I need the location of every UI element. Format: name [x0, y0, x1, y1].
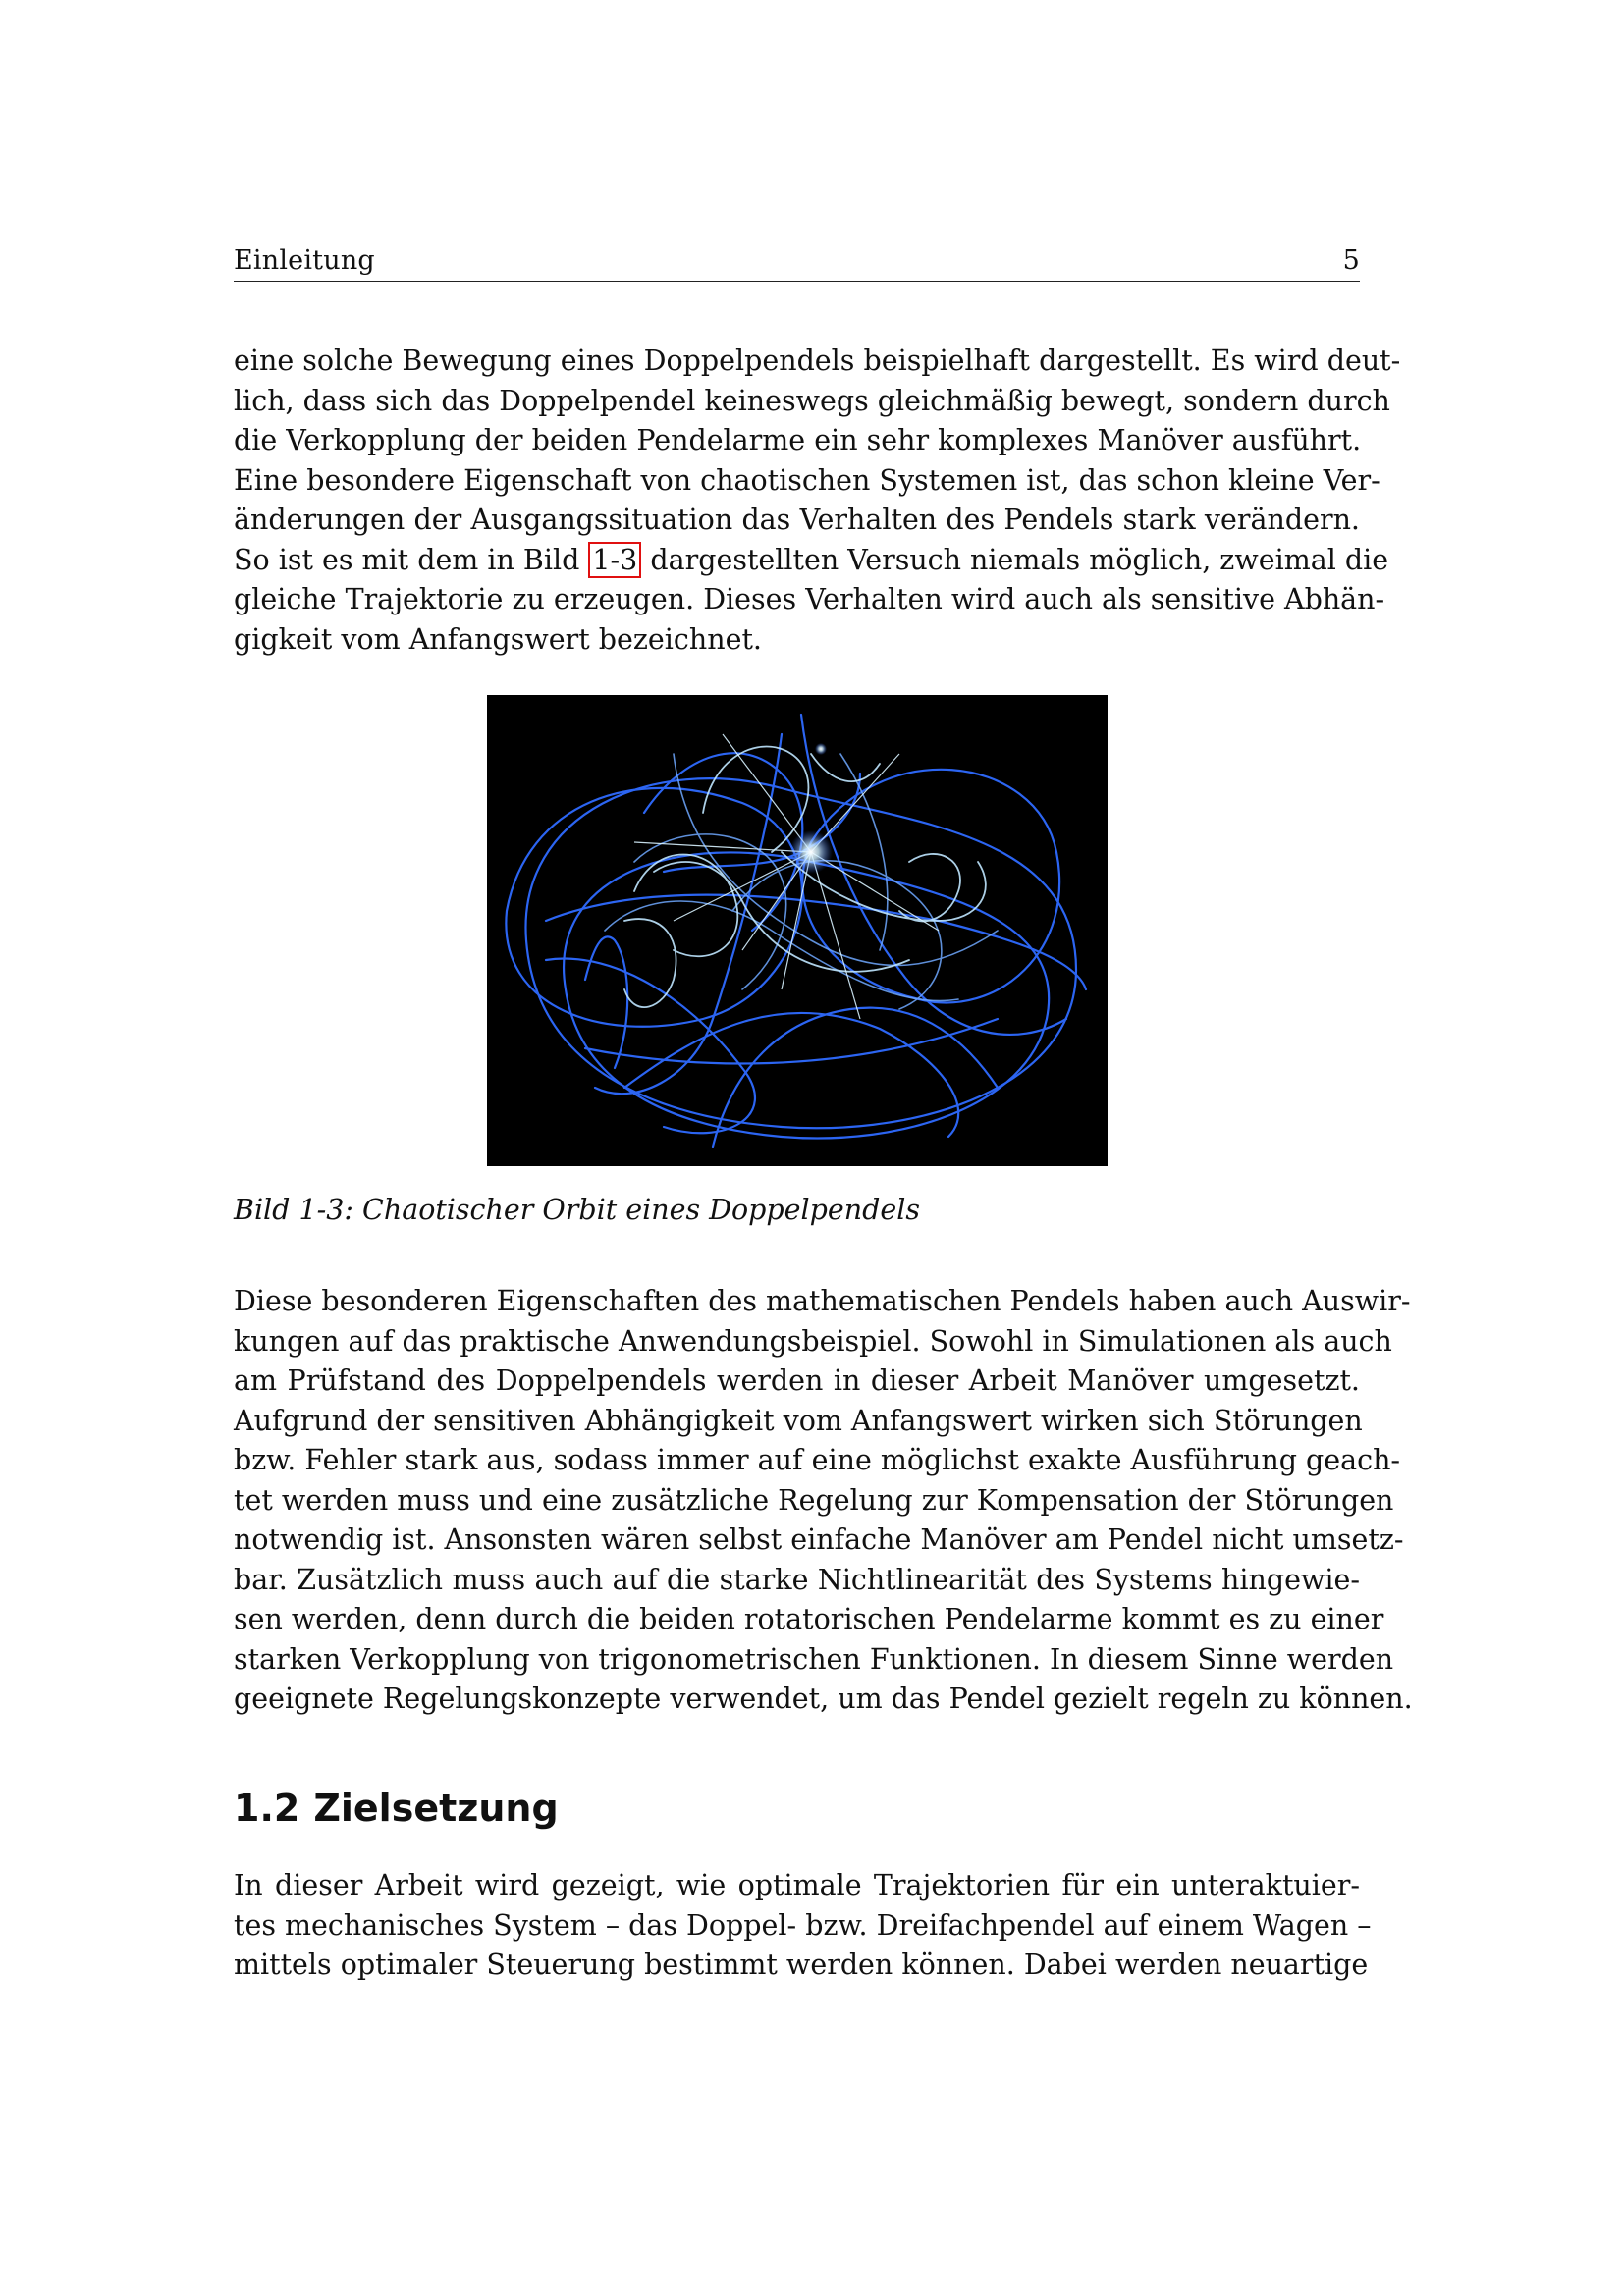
figure-caption [234, 1191, 920, 1230]
text-line: die Verkopplung der beiden Pendelarme ein sehr komplexes Manöver ausführt. [234, 424, 1362, 456]
text-line: gleiche Trajektorie zu erzeugen. Dieses Verhalten wird auch als sensitive Abhän- [234, 583, 1385, 615]
text-line: lich, dass sich das Doppelpendel keineswegs gleichmäßig bewegt, sondern durch [234, 384, 1390, 417]
text-line: änderungen der Ausgangssituation das Verhalten des Pendels stark verändern. [234, 504, 1360, 536]
text-line: Diese besonderen Eigenschaften des mathematischen Pendels haben auch Auswir- [234, 1285, 1411, 1317]
text-line: geeignete Regelungskonzepte verwendet, um das Pendel gezielt regeln zu können. [234, 1682, 1413, 1715]
figure-reference-link[interactable]: 1-3 [588, 542, 641, 578]
text-line: bar. Zusätzlich muss auch auf die starke Nichtlinearität des Systems hingewie- [234, 1563, 1360, 1596]
section-number: 1.2 [234, 1787, 300, 1830]
text-line: notwendig ist. Ansonsten wären selbst einfache Manöver am Pendel nicht umsetz- [234, 1523, 1404, 1556]
running-header [234, 241, 1360, 282]
paragraph-intro [234, 342, 1401, 660]
text-line: am Prüfstand des Doppelpendels werden in dieser Arbeit Manöver umgesetzt. [234, 1364, 1360, 1397]
caption-text: Chaotischer Orbit eines Doppelpendels [352, 1194, 920, 1226]
light-point-glow [815, 743, 827, 755]
text-line: tes mechanisches System – das Doppel- bzw. Dreifachpendel auf einem Wagen – [234, 1908, 1372, 1942]
text-line-with-reference [234, 541, 1389, 581]
text-line: bzw. Fehler stark aus, sodass immer auf eine möglichst exakte Ausführung geach- [234, 1444, 1401, 1476]
paragraph-properties [234, 1282, 1413, 1720]
section-heading [234, 1785, 559, 1832]
text-line: Aufgrund der sensitiven Abhängigkeit vom Anfangswert wirken sich Störungen [234, 1404, 1363, 1437]
figure-double-pendulum-image [487, 695, 1108, 1166]
text-line: Eine besondere Eigenschaft von chaotischen Systemen ist, das schon kleine Ver- [234, 463, 1380, 497]
text-line: eine solche Bewegung eines Doppelpendels beispielhaft dargestellt. Es wird deut- [234, 345, 1401, 377]
text-line: sen werden, denn durch die beiden rotatorischen Pendelarme kommt es zu einer [234, 1603, 1384, 1635]
text-segment: So ist es mit dem in Bild [234, 543, 589, 576]
text-segment: dargestellten Versuch niemals möglich, zweimal die [641, 543, 1389, 576]
caption-separator: : [344, 1194, 353, 1226]
text-line: mittels optimaler Steuerung bestimmt werden können. Dabei werden neuartige [234, 1949, 1369, 1981]
text-line: kungen auf das praktische Anwendungsbeispiel. Sowohl in Simulationen als auch [234, 1324, 1392, 1358]
text-line: In dieser Arbeit wird gezeigt, wie optimale Trajektorien für ein unteraktuier- [234, 1869, 1360, 1901]
text-line: starken Verkopplung von trigonometrischen Funktionen. In diesem Sinne werden [234, 1642, 1394, 1676]
chapter-title: Einleitung [234, 245, 375, 276]
chaotic-orbit-illustration [487, 695, 1108, 1166]
text-line: tet werden muss und eine zusätzliche Regelung zur Kompensation der Störungen [234, 1483, 1394, 1517]
outer-trace-group [506, 715, 1086, 1147]
highlight-trace-group [624, 747, 986, 1008]
section-title: Zielsetzung [313, 1787, 559, 1830]
caption-label: Bild 1-3 [234, 1194, 345, 1226]
pendulum-pivot-glow [789, 830, 833, 874]
paragraph-goals [234, 1866, 1372, 1986]
text-line: gigkeit vom Anfangswert bezeichnet. [234, 622, 762, 656]
page-number: 5 [1342, 245, 1360, 276]
